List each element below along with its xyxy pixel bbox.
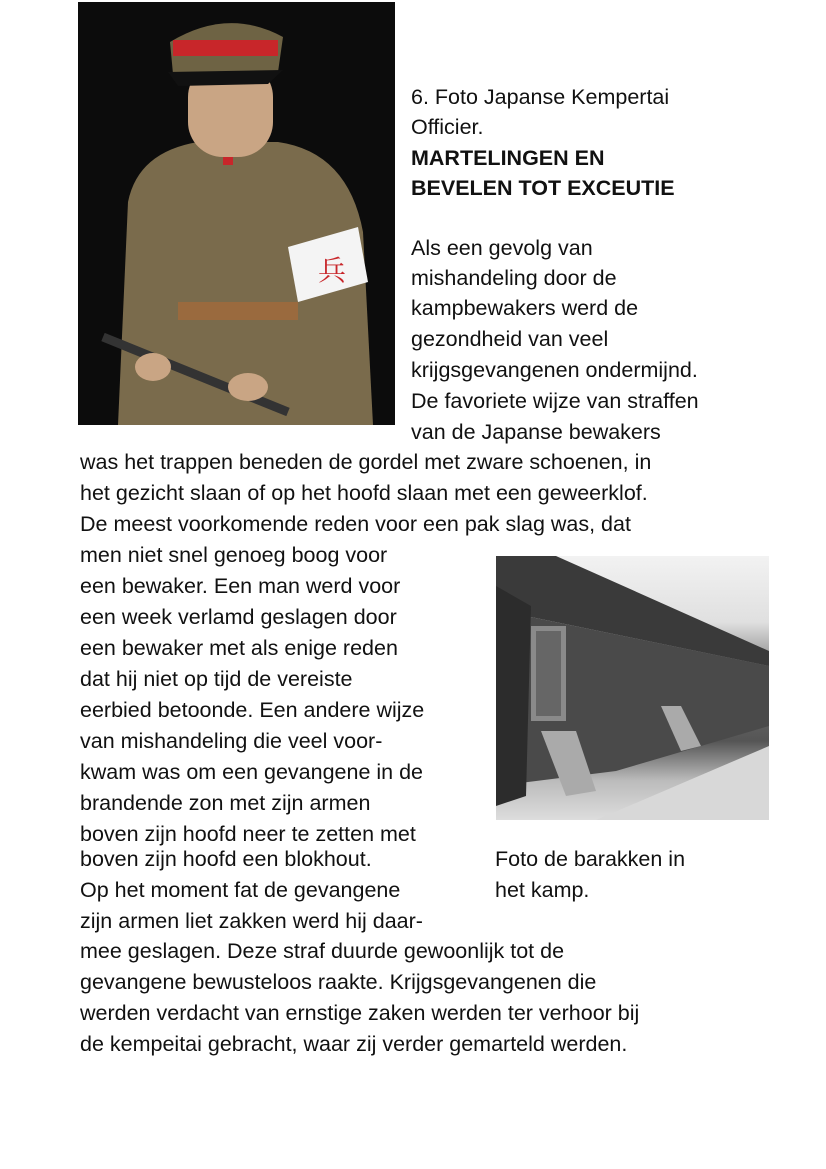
- photo1-caption-line: 6. Foto Japanse Kempertai: [411, 85, 670, 109]
- body-line: een bewaker. Een man werd voor: [80, 574, 401, 598]
- photo2-caption-line: het kamp.: [495, 878, 590, 902]
- body-line: mee geslagen. Deze straf duurde gewoonlijk tot de: [80, 939, 565, 963]
- body-line: men niet snel genoeg boog voor: [80, 543, 388, 567]
- body-line: gezondheid van veel: [411, 327, 609, 351]
- body-line: kwam was om een gevangene in de: [80, 760, 424, 784]
- body-line: boven zijn hoofd een blokhout.: [80, 847, 372, 871]
- barracks-photo: [496, 556, 769, 820]
- photo1-caption-line: Officier.: [411, 115, 484, 139]
- body-line: werden verdacht van ernstige zaken werden ter verhoor bij: [80, 1001, 640, 1025]
- officer-photo: [78, 2, 395, 425]
- body-line: mishandeling door de: [411, 266, 617, 290]
- body-line: een week verlamd geslagen door: [80, 605, 397, 629]
- body-line: dat hij niet op tijd de vereiste: [80, 667, 353, 691]
- body-line: het gezicht slaan of op het hoofd slaan met een geweerklof.: [80, 481, 648, 505]
- body-line: Op het moment fat de gevangene: [80, 878, 401, 902]
- body-line: brandende zon met zijn armen: [80, 791, 371, 815]
- photo2-caption-line: Foto de barakken in: [495, 847, 686, 871]
- body-line: zijn armen liet zakken werd hij daar-: [80, 909, 423, 933]
- body-line: de kempeitai gebracht, waar zij verder gemarteld werden.: [80, 1032, 628, 1056]
- body-line: een bewaker met als enige reden: [80, 636, 398, 660]
- body-line: Als een gevolg van: [411, 236, 593, 260]
- body-line: van de Japanse bewakers: [411, 420, 661, 444]
- body-line: krijgsgevangenen ondermijnd.: [411, 358, 698, 382]
- body-line: boven zijn hoofd neer te zetten met: [80, 822, 416, 846]
- body-line: kampbewakers werd de: [411, 296, 639, 320]
- section-heading: MARTELINGEN EN: [411, 146, 605, 170]
- svg-text:兵: 兵: [318, 254, 347, 287]
- body-line: eerbied betoonde. Een andere wijze: [80, 698, 425, 722]
- body-line: De favoriete wijze van straffen: [411, 389, 699, 413]
- body-line: gevangene bewusteloos raakte. Krijgsgevangenen die: [80, 970, 597, 994]
- body-line: De meest voorkomende reden voor een pak slag was, dat: [80, 512, 631, 536]
- section-heading: BEVELEN TOT EXCEUTIE: [411, 176, 675, 200]
- body-line: was het trappen beneden de gordel met zware schoenen, in: [80, 450, 652, 474]
- body-line: van mishandeling die veel voor-: [80, 729, 383, 753]
